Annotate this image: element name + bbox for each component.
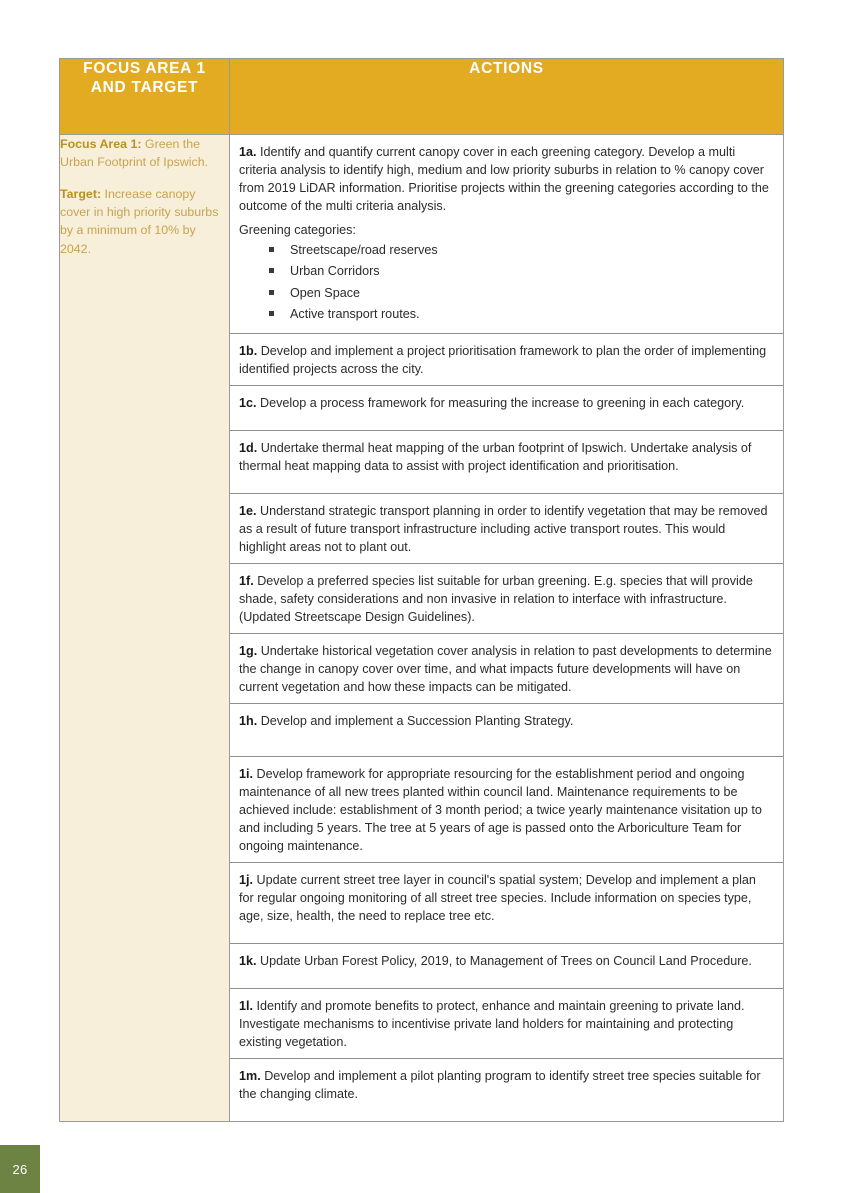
actions-cell [230,135,784,1122]
table-header [60,59,784,135]
action-1k-paragraph [239,952,774,970]
action-item-1c [230,386,783,431]
focus-area-text: Green the Urban Footprint of Ipswich. [60,137,209,170]
list-item: Urban Corridors [269,262,774,280]
table-body [60,135,784,1122]
action-1m-paragraph [239,1067,774,1103]
action-item-1m [230,1059,783,1121]
focus-area-statement [60,135,229,172]
action-1h-text: Develop and implement a Succession Planting Strategy. [257,714,574,728]
action-1j-paragraph [239,871,774,925]
action-1m-text: Develop and implement a pilot planting program to identify street tree species suitable for the changing climate. [239,1069,761,1101]
action-item-1f [230,564,783,634]
action-1l-text: Identify and promote benefits to protect, enhance and maintain greening to private land. Investigate mechanisms to incentivise private land holders for maintaining and protecting existing vegetation. [239,999,745,1049]
action-1f-label: 1f. [239,574,254,588]
action-item-1e [230,494,783,564]
table-row [60,135,784,1122]
action-1h-label: 1h. [239,714,258,728]
action-1e-label: 1e. [239,504,257,518]
focus-area-table-container [59,58,784,1122]
action-item-1l [230,989,783,1059]
action-1j-text: Update current street tree layer in council's spatial system; Develop and implement a plan for regular ongoing monitoring of all street tree species. Include information on species type, age, size, health, the need to replace tree etc. [239,873,756,923]
action-1b-text: Develop and implement a project prioritisation framework to plan the order of implementing identified projects across the city. [239,344,767,376]
action-1c-label: 1c. [239,396,257,410]
page-number-badge: 26 [0,1145,40,1193]
action-item-1d [230,431,783,494]
column-header-focus-area-line2: AND TARGET [90,79,199,97]
action-1h-paragraph [239,712,774,730]
focus-area-actions-table [59,58,784,1122]
target-label: Target: [60,186,102,201]
focus-area-label: Focus Area 1: [60,137,142,151]
action-1k-text: Update Urban Forest Policy, 2019, to Management of Trees on Council Land Procedure. [256,954,752,968]
action-item-1h [230,704,783,757]
action-1i-paragraph [239,765,774,855]
action-1i-text: Develop framework for appropriate resourcing for the establishment period and ongoing maintenance of all new trees planted within council land. Maintenance requirements to be achieved include: establishment of 3 month period; a twice yearly maintenance visitation up to and including 5 years. The tree at 5 years of age is passed onto the Arboriculture Team for ongoing maintenance. [239,767,762,853]
action-1g-paragraph [239,642,774,696]
column-header-focus-area-line1: FOCUS AREA 1 [83,60,206,77]
target-text: Increase canopy cover in high priority suburbs by a minimum of 10% by 2042. [60,186,219,256]
action-1g-text: Undertake historical vegetation cover analysis in relation to past developments to determine the change in canopy cover over time, and what impacts future developments will have on current vegetation and how these impacts can be mitigated. [239,644,772,694]
action-1d-label: 1d. [239,441,258,455]
action-item-1j [230,863,783,944]
action-1c-paragraph [239,394,774,412]
action-1f-text: Develop a preferred species list suitable for urban greening. E.g. species that will provide shade, safety considerations and non invasive in relation to interface with infrastructure. (Updated Streetscape Design Guidelines). [239,574,753,624]
action-1k-label: 1k. [239,954,257,968]
action-item-1i [230,757,783,863]
action-item-1b [230,334,783,386]
column-header-focus-area [60,59,230,135]
action-1e-paragraph [239,502,774,556]
action-1e-text: Understand strategic transport planning in order to identify vegetation that may be removed as a result of future transport infrastructure including active transport routes. This would highlight areas not to plant out. [239,504,768,554]
action-1l-paragraph [239,997,774,1051]
list-item: Open Space [269,284,774,302]
list-item: Active transport routes. [269,305,774,323]
table-header-row [60,59,784,135]
action-1c-text: Develop a process framework for measuring the increase to greening in each category. [256,396,745,410]
action-1m-label: 1m. [239,1069,261,1083]
action-1a-label: 1a. [239,145,257,159]
action-1b-paragraph [239,342,774,378]
action-1f-paragraph [239,572,774,626]
action-item-1a [230,135,783,334]
focus-area-cell [60,135,230,1122]
action-1a-subhead: Greening categories: [239,223,356,237]
column-header-actions: ACTIONS [230,59,784,135]
action-1g-label: 1g. [239,644,258,658]
action-1b-label: 1b. [239,344,258,358]
action-item-1g [230,634,783,704]
action-item-1k [230,944,783,989]
list-item: Streetscape/road reserves [269,241,774,259]
action-1l-label: 1l. [239,999,254,1013]
target-statement [60,185,229,258]
action-1j-label: 1j. [239,873,254,887]
action-1d-paragraph [239,439,774,475]
action-1a-text: Identify and quantify current canopy cover in each greening category. Develop a multi criteria analysis to identify high, medium and low priority suburbs in relation to % canopy cover from 2019 LiDAR information. Prioritise projects within the greening categories according to the outcome of the multi criteria analysis. [239,145,769,213]
action-1i-label: 1i. [239,767,254,781]
greening-categories-list [239,241,774,323]
action-1a-paragraph [239,143,774,215]
action-1d-text: Undertake thermal heat mapping of the urban footprint of Ipswich. Undertake analysis of thermal heat mapping data to assist with project identification and prioritisation. [239,441,752,473]
